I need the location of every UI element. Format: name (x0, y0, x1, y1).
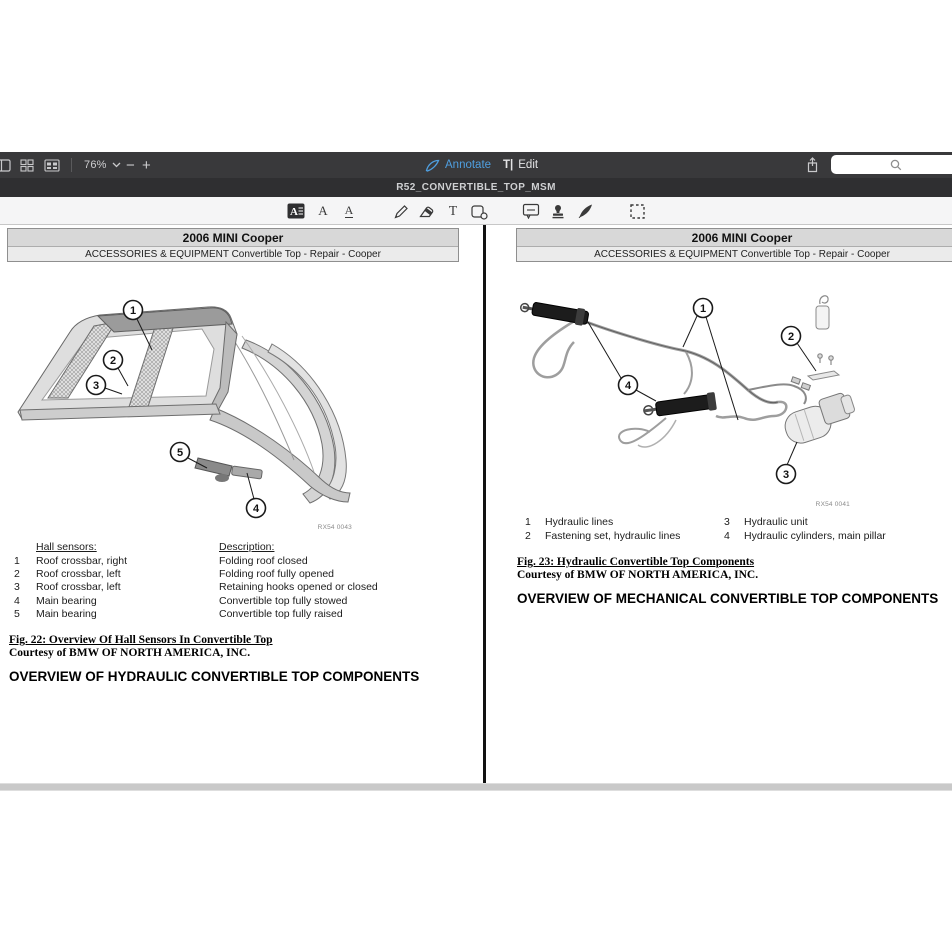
text-style-icon[interactable]: A (344, 203, 354, 217)
figure-caption-text: Fig. 23: Hydraulic Convertible Top Components (517, 556, 755, 568)
document-title: R52_CONVERTIBLE_TOP_MSM (396, 182, 556, 193)
hall-sensors-diagram (10, 292, 460, 540)
svg-text:A: A (290, 206, 298, 218)
callout-5 (171, 443, 190, 462)
thumbnails-icon[interactable] (20, 152, 34, 178)
callout-4 (247, 499, 266, 518)
fastening-set-parts (808, 296, 839, 380)
part-label: Hydraulic lines (545, 516, 614, 528)
row-sensor: Main bearing (36, 608, 97, 620)
svg-text:4: 4 (252, 503, 260, 515)
right-figure-caption (517, 556, 758, 581)
right-page-header-table (516, 228, 952, 262)
search-icon (890, 159, 902, 171)
zoom-out-button[interactable] (126, 152, 135, 178)
col-header-sensors: Hall sensors: (36, 541, 97, 553)
callout-3 (87, 376, 106, 395)
row-desc: Convertible top fully raised (219, 608, 343, 620)
part-label: Hydraulic unit (744, 516, 808, 528)
svg-text:1: 1 (129, 305, 137, 317)
part-num: 1 (525, 516, 531, 528)
pen-icon[interactable] (576, 202, 594, 220)
page-gap-band (0, 783, 952, 791)
plus-glyph: + (142, 156, 151, 174)
toolbar-separator (71, 158, 72, 172)
left-figure-caption (9, 634, 273, 659)
highlight-text-icon[interactable] (287, 202, 305, 220)
row-num: 1 (14, 555, 20, 567)
annotate-label: Annotate (445, 159, 492, 171)
zoom-level-dropdown[interactable] (84, 152, 121, 178)
part-num: 2 (525, 529, 531, 542)
row-desc: Folding roof closed (219, 555, 308, 567)
search-input[interactable] (831, 155, 952, 174)
right-page-subtitle: ACCESSORIES & EQUIPMENT Convertible Top - Repair - Cooper (517, 247, 952, 261)
edit-label: Edit (518, 159, 539, 171)
left-page-title: 2006 MINI Cooper (8, 229, 458, 247)
part-num: 4 (724, 529, 730, 542)
callout-1 (694, 299, 713, 318)
row-sensor: Roof crossbar, left (36, 581, 121, 593)
row-num: 3 (14, 581, 20, 593)
shapes-icon[interactable] (470, 202, 488, 220)
row-num: 5 (14, 608, 20, 620)
right-diagram-ref: RX54 0041 (815, 501, 850, 508)
left-section-heading: OVERVIEW OF HYDRAULIC CONVERTIBLE TOP COMPONENTS (9, 669, 420, 684)
note-icon[interactable] (522, 202, 540, 220)
markup-toolbar (0, 197, 952, 225)
sidebar-icon[interactable] (0, 152, 11, 178)
eraser-icon[interactable] (417, 202, 435, 220)
hydraulic-components-diagram (516, 290, 952, 510)
font-icon[interactable]: A (318, 203, 328, 218)
main-toolbar (0, 152, 952, 178)
contact-sheet-icon[interactable] (44, 152, 60, 178)
annotate-button[interactable] (425, 152, 491, 178)
zoom-in-button[interactable] (142, 152, 151, 178)
callout-4 (619, 376, 638, 395)
share-icon[interactable] (806, 152, 819, 178)
svg-text:3: 3 (92, 380, 100, 392)
left-page-subtitle: ACCESSORIES & EQUIPMENT Convertible Top - Repair - Cooper (8, 247, 458, 261)
annotate-pen-icon (425, 159, 440, 172)
figure-courtesy: Courtesy of BMW OF NORTH AMERICA, INC. (9, 646, 251, 659)
figure-caption-text: Fig. 22: Overview Of Hall Sensors In Convertible Top (9, 634, 273, 646)
svg-text:1: 1 (699, 303, 707, 315)
part-label: Fastening set, hydraulic lines (545, 529, 681, 542)
left-page-header-table (7, 228, 459, 262)
svg-text:3: 3 (782, 469, 790, 481)
hydraulic-cylinder-left (519, 298, 589, 327)
col-header-description: Description: (219, 541, 275, 553)
document-title-bar (0, 178, 952, 197)
signature-icon[interactable] (549, 202, 567, 220)
row-desc: Convertible top fully stowed (219, 594, 348, 607)
left-diagram-ref: RX54 0043 (317, 524, 352, 531)
minus-glyph: − (126, 156, 135, 174)
svg-text:4: 4 (624, 380, 632, 392)
chevron-down-icon (112, 162, 121, 168)
right-page-title: 2006 MINI Cooper (517, 229, 952, 247)
row-desc: Retaining hooks opened or closed (219, 581, 378, 593)
pencil-icon[interactable] (392, 202, 410, 220)
svg-text:5: 5 (176, 447, 184, 459)
row-num: 2 (14, 568, 20, 580)
svg-text:2: 2 (787, 331, 795, 343)
row-sensor: Roof crossbar, right (36, 555, 128, 567)
page-divider (483, 225, 486, 783)
callout-3 (777, 465, 796, 484)
edit-button[interactable] (503, 152, 538, 178)
hydraulic-cylinder-middle (643, 392, 717, 420)
part-num: 3 (724, 516, 730, 528)
row-sensor: Roof crossbar, left (36, 568, 121, 580)
figure-courtesy: Courtesy of BMW OF NORTH AMERICA, INC. (517, 568, 759, 581)
row-desc: Folding roof fully opened (219, 568, 334, 580)
callout-1 (124, 301, 143, 320)
hydraulic-unit (780, 391, 860, 447)
edit-text-icon: T| (503, 159, 514, 171)
svg-text:2: 2 (109, 355, 117, 367)
zoom-level-value: 76% (84, 159, 107, 171)
row-sensor: Main bearing (36, 594, 97, 607)
selection-icon[interactable] (628, 202, 646, 220)
right-section-heading: OVERVIEW OF MECHANICAL CONVERTIBLE TOP COMPONENTS (517, 591, 939, 606)
part-label: Hydraulic cylinders, main pillar (744, 529, 886, 542)
callout-2 (104, 351, 123, 370)
callout-2 (782, 327, 801, 346)
text-tool-icon[interactable]: T (448, 203, 458, 218)
row-num: 4 (14, 594, 20, 607)
